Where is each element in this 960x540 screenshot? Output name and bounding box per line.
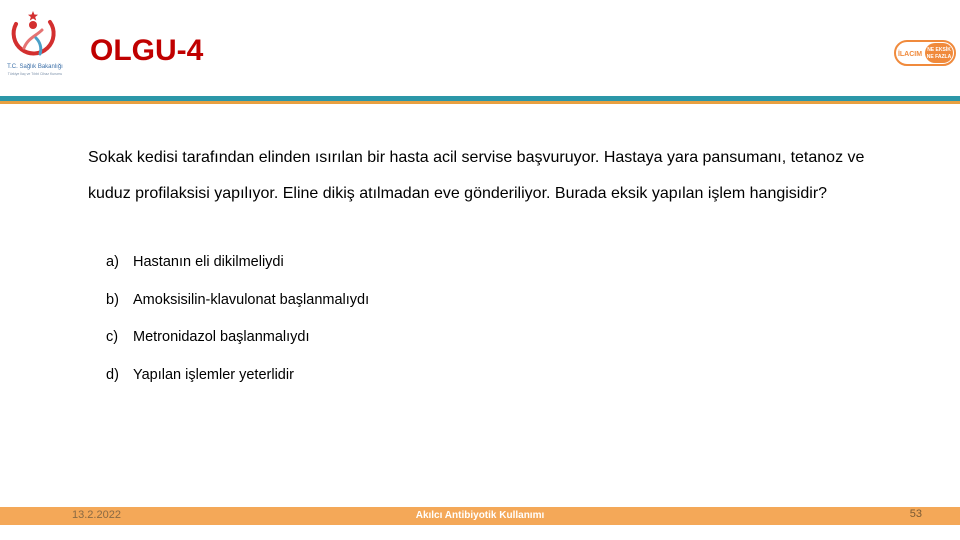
option-d (106, 365, 369, 403)
campaign-logo (894, 40, 956, 66)
option-text: Hastanın eli dikilmeliydi (133, 254, 284, 270)
option-text: Yapılan işlemler yeterlidir (133, 366, 294, 383)
ministry-logo (0, 8, 70, 86)
option-b (106, 290, 369, 328)
footer-date: 13.2.2022 (72, 509, 121, 521)
option-letter: a) (106, 254, 119, 270)
answer-options (106, 252, 369, 402)
ministry-logo-caption: T.C. Sağlık Bakanlığı (7, 64, 63, 70)
option-text: Metronidazol başlanmalıydı (133, 329, 310, 345)
option-letter: b) (106, 291, 119, 308)
header-band-orange (0, 101, 960, 104)
campaign-logo-line2: NE FAZLA (926, 54, 952, 60)
question-text: Sokak kedisi tarafından elinden ısırılan bir hasta acil servise başvuruyor. Hastaya yara pansumanı, tetanoz ve kuduz profilaksisi yapılıyor. Eline dikiş atılmadan eve gönderiliyor. Burada eksik yapılan işlem hangisidir? (88, 149, 865, 202)
footer-bar (0, 507, 960, 525)
option-letter: d) (106, 366, 119, 383)
slide-title: OLGU-4 (90, 34, 204, 67)
campaign-logo-main-text: İLACIM (897, 51, 923, 58)
option-letter: c) (106, 329, 119, 345)
campaign-logo-icon (894, 40, 956, 66)
ministry-logo-icon (0, 8, 70, 64)
option-a (106, 252, 369, 290)
page-number: 53 (909, 508, 922, 520)
campaign-logo-line1: NE EKSİK (927, 47, 951, 53)
option-text: Amoksisilin-klavulonat başlanmalıydı (133, 291, 370, 308)
ministry-logo-subcaption: Türkiye İlaç ve Tıbbi Cihaz Kurumu (7, 72, 63, 76)
footer-title: Akılcı Antibiyotik Kullanımı (415, 510, 545, 521)
option-c (106, 327, 369, 365)
